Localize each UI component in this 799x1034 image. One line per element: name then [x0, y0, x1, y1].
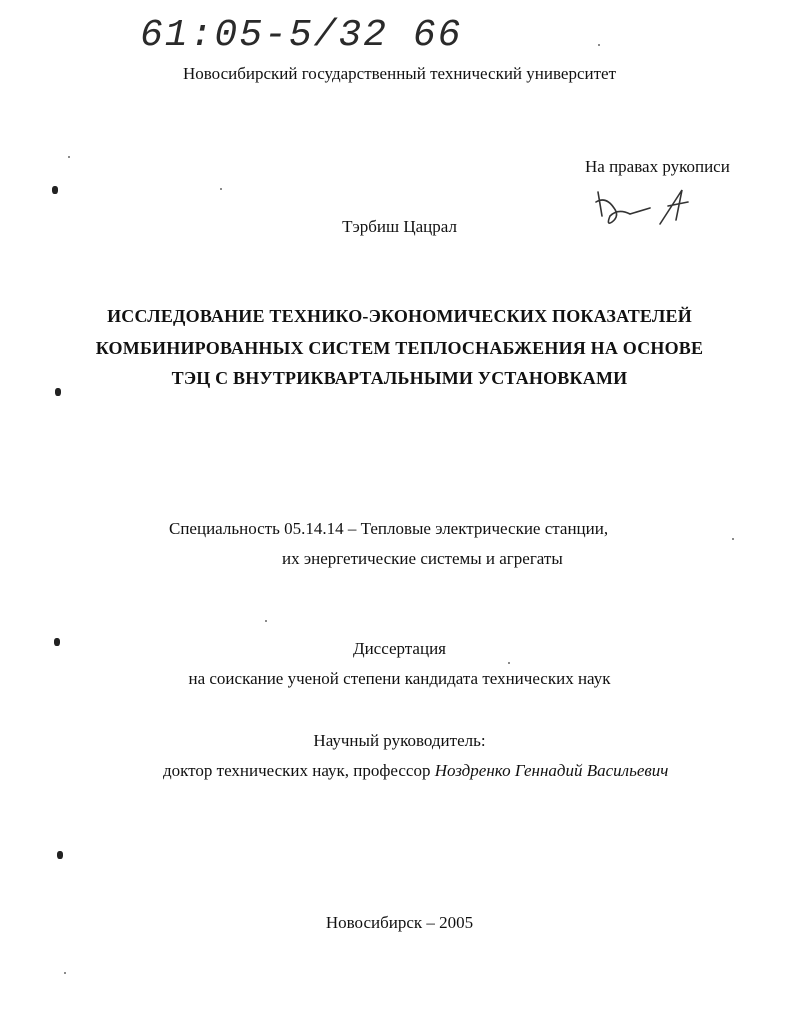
rights-notice: На правах рукописи — [585, 157, 730, 176]
archive-code-handwritten: 61:05-5/32 66 — [140, 14, 463, 57]
supervisor-line — [163, 761, 668, 781]
supervisor-label: Научный руководитель: — [313, 731, 486, 750]
degree-line: на соискание ученой степени кандидата технических наук — [188, 669, 611, 688]
supervisor-title: доктор технических наук, профессор — [163, 761, 435, 780]
specialty-line-2: их энергетические системы и агрегаты — [282, 549, 563, 568]
scan-mark — [55, 388, 61, 396]
scan-speck — [508, 662, 510, 664]
scan-mark — [54, 638, 60, 646]
scan-speck — [598, 44, 600, 46]
document-type: Диссертация — [352, 639, 446, 658]
scan-speck — [265, 620, 267, 622]
title-line-3: ТЭЦ С ВНУТРИКВАРТАЛЬНЫМИ УСТАНОВКАМИ — [171, 368, 628, 388]
city-year: Новосибирск – 2005 — [325, 913, 474, 932]
title-line-1: ИССЛЕДОВАНИЕ ТЕХНИКО-ЭКОНОМИЧЕСКИХ ПОКАЗАТЕЛЕЙ — [107, 306, 692, 326]
scan-speck — [68, 156, 70, 158]
title-line-2: КОМБИНИРОВАННЫХ СИСТЕМ ТЕПЛОСНАБЖЕНИЯ НА ОСНОВЕ — [95, 338, 704, 358]
university-name: Новосибирский государственный технический университет — [182, 64, 616, 83]
author-name: Тэрбиш Цацрал — [342, 217, 457, 236]
specialty-line-1: Специальность 05.14.14 – Тепловые электрические станции, — [169, 519, 609, 538]
scan-speck — [220, 188, 222, 190]
scan-speck — [64, 972, 66, 974]
supervisor-name: Ноздренко Геннадий Васильевич — [434, 761, 669, 780]
scan-mark — [52, 186, 58, 194]
scan-speck — [732, 538, 734, 540]
scan-mark — [57, 851, 63, 859]
